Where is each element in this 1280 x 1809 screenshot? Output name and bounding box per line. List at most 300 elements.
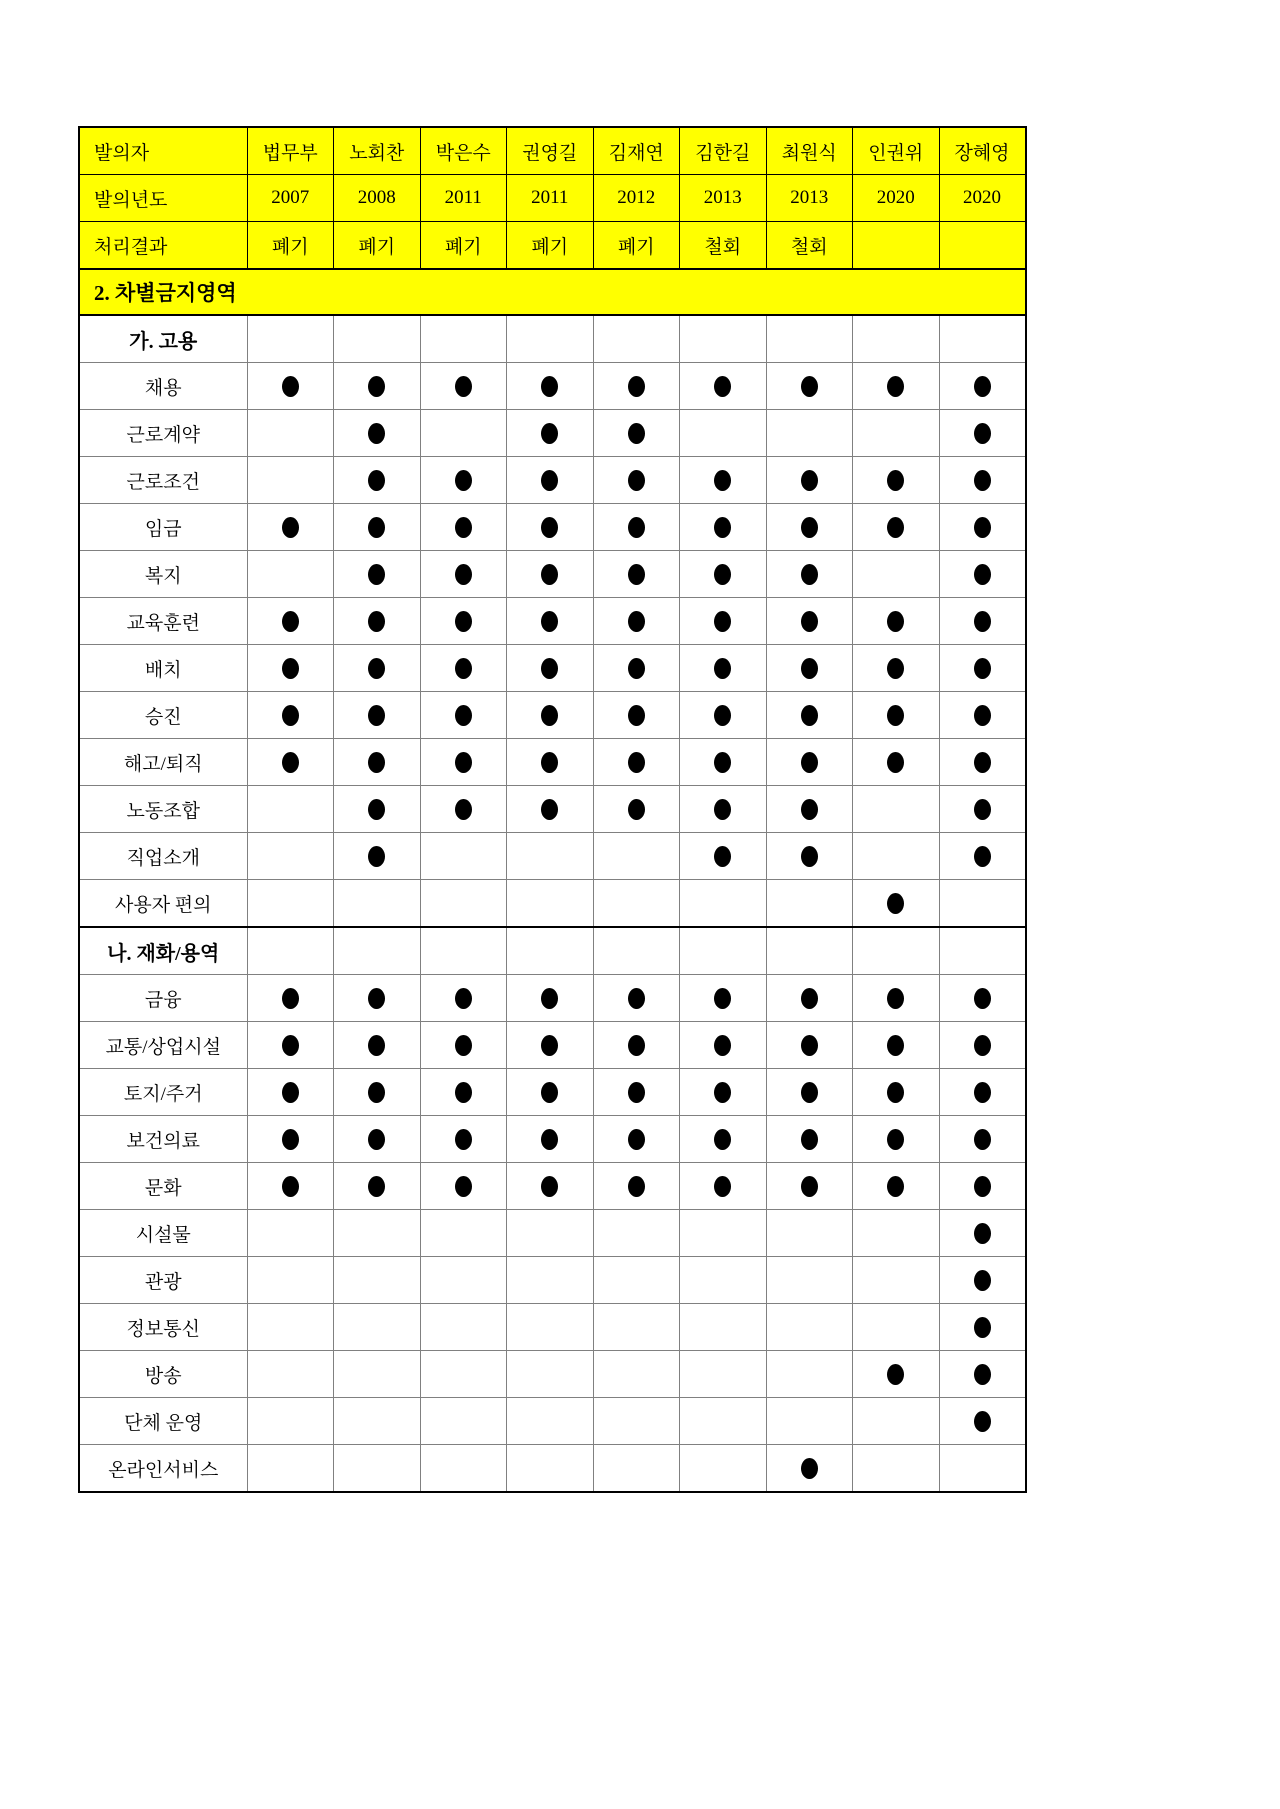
mark-filled-cell [680,504,767,551]
filled-dot-icon [887,705,904,726]
column-result-value [853,222,940,270]
column-result-value: 철회 [766,222,853,270]
mark-filled-cell [247,645,334,692]
row-label: 시설물 [79,1210,247,1257]
header-row-proposer [79,127,1026,175]
filled-dot-icon [887,1082,904,1103]
filled-dot-icon [282,1082,299,1103]
mark-filled-cell [507,739,594,786]
matrix-row [79,692,1026,739]
filled-dot-icon [714,846,731,867]
mark-filled-cell [680,363,767,410]
filled-dot-icon [974,1270,991,1291]
mark-empty-cell [507,1304,594,1351]
column-year-value: 2013 [680,175,767,222]
mark-filled-cell [939,551,1026,598]
filled-dot-icon [714,705,731,726]
filled-dot-icon [801,611,818,632]
row-label: 방송 [79,1351,247,1398]
mark-filled-cell [593,645,680,692]
mark-filled-cell [507,645,594,692]
row-label: 관광 [79,1257,247,1304]
filled-dot-icon [455,564,472,585]
mark-filled-cell [766,975,853,1022]
mark-filled-cell [853,1022,940,1069]
mark-empty-cell [939,1445,1026,1493]
filled-dot-icon [368,1176,385,1197]
mark-empty-cell [507,1351,594,1398]
mark-filled-cell [334,457,421,504]
filled-dot-icon [801,1082,818,1103]
mark-filled-cell [939,1022,1026,1069]
mark-filled-cell [853,645,940,692]
matrix-row [79,457,1026,504]
filled-dot-icon [282,658,299,679]
filled-dot-icon [801,1176,818,1197]
filled-dot-icon [887,376,904,397]
filled-dot-icon [368,658,385,679]
filled-dot-icon [887,1129,904,1150]
mark-empty-cell [680,410,767,457]
mark-empty-cell [420,1351,507,1398]
column-year-value: 2011 [420,175,507,222]
filled-dot-icon [541,1129,558,1150]
mark-filled-cell [939,739,1026,786]
filled-dot-icon [801,517,818,538]
mark-empty-cell [247,1398,334,1445]
mark-filled-cell [593,410,680,457]
filled-dot-icon [541,988,558,1009]
mark-filled-cell [420,504,507,551]
row-label: 배치 [79,645,247,692]
filled-dot-icon [887,1364,904,1385]
mark-empty-cell [593,1210,680,1257]
matrix-row [79,1257,1026,1304]
matrix-row [79,645,1026,692]
mark-empty-cell [420,1257,507,1304]
filled-dot-icon [455,988,472,1009]
mark-filled-cell [766,504,853,551]
mark-empty-cell [420,1304,507,1351]
filled-dot-icon [541,517,558,538]
row-label: 금융 [79,975,247,1022]
filled-dot-icon [368,988,385,1009]
filled-dot-icon [541,1176,558,1197]
row-label: 근로조건 [79,457,247,504]
filled-dot-icon [714,988,731,1009]
filled-dot-icon [974,611,991,632]
group-empty-cell [853,315,940,363]
filled-dot-icon [541,423,558,444]
filled-dot-icon [282,517,299,538]
filled-dot-icon [368,799,385,820]
mark-filled-cell [507,598,594,645]
mark-filled-cell [939,1116,1026,1163]
mark-empty-cell [507,1257,594,1304]
row-label: 노동조합 [79,786,247,833]
mark-filled-cell [680,457,767,504]
mark-filled-cell [420,598,507,645]
group-header-row [79,927,1026,975]
mark-empty-cell [680,880,767,928]
matrix-row [79,833,1026,880]
mark-empty-cell [420,1445,507,1493]
column-header-proposer: 노회찬 [334,127,421,175]
matrix-row [79,410,1026,457]
filled-dot-icon [974,564,991,585]
mark-empty-cell [766,410,853,457]
mark-filled-cell [247,739,334,786]
filled-dot-icon [628,1176,645,1197]
mark-empty-cell [939,880,1026,928]
mark-empty-cell [853,1304,940,1351]
filled-dot-icon [368,517,385,538]
filled-dot-icon [541,564,558,585]
filled-dot-icon [801,752,818,773]
header-row-year [79,175,1026,222]
mark-empty-cell [247,1445,334,1493]
mark-filled-cell [766,645,853,692]
mark-empty-cell [334,1304,421,1351]
filled-dot-icon [628,799,645,820]
mark-empty-cell [247,1351,334,1398]
mark-filled-cell [247,1022,334,1069]
filled-dot-icon [974,1176,991,1197]
mark-filled-cell [680,645,767,692]
filled-dot-icon [887,1176,904,1197]
filled-dot-icon [455,752,472,773]
filled-dot-icon [628,988,645,1009]
mark-empty-cell [853,1257,940,1304]
row-label: 임금 [79,504,247,551]
mark-filled-cell [247,1116,334,1163]
mark-filled-cell [853,880,940,928]
mark-empty-cell [247,1210,334,1257]
group-empty-cell [593,315,680,363]
column-header-proposer: 권영길 [507,127,594,175]
filled-dot-icon [974,705,991,726]
mark-empty-cell [247,410,334,457]
mark-empty-cell [507,1210,594,1257]
filled-dot-icon [282,705,299,726]
mark-filled-cell [420,457,507,504]
mark-empty-cell [420,833,507,880]
filled-dot-icon [714,658,731,679]
mark-empty-cell [680,1257,767,1304]
mark-filled-cell [334,1163,421,1210]
group-empty-cell [247,927,334,975]
row-header-result: 처리결과 [79,222,247,270]
filled-dot-icon [628,517,645,538]
mark-empty-cell [680,1445,767,1493]
mark-filled-cell [334,975,421,1022]
mark-filled-cell [334,1116,421,1163]
filled-dot-icon [887,893,904,914]
filled-dot-icon [887,517,904,538]
filled-dot-icon [628,611,645,632]
mark-empty-cell [334,880,421,928]
filled-dot-icon [801,1129,818,1150]
filled-dot-icon [887,752,904,773]
mark-empty-cell [507,1398,594,1445]
mark-filled-cell [853,457,940,504]
filled-dot-icon [368,423,385,444]
header-row-result [79,222,1026,270]
filled-dot-icon [801,1458,818,1479]
filled-dot-icon [628,564,645,585]
mark-empty-cell [853,1210,940,1257]
mark-filled-cell [853,1116,940,1163]
row-label: 직업소개 [79,833,247,880]
mark-filled-cell [680,975,767,1022]
filled-dot-icon [455,799,472,820]
row-label: 정보통신 [79,1304,247,1351]
mark-filled-cell [939,645,1026,692]
mark-filled-cell [939,598,1026,645]
mark-filled-cell [939,1163,1026,1210]
mark-filled-cell [680,786,767,833]
group-empty-cell [507,927,594,975]
mark-filled-cell [593,598,680,645]
filled-dot-icon [887,988,904,1009]
mark-empty-cell [507,1445,594,1493]
mark-empty-cell [247,1257,334,1304]
mark-filled-cell [766,1069,853,1116]
filled-dot-icon [628,470,645,491]
mark-filled-cell [507,363,594,410]
mark-filled-cell [507,504,594,551]
mark-filled-cell [766,692,853,739]
mark-empty-cell [766,1398,853,1445]
mark-filled-cell [939,1351,1026,1398]
filled-dot-icon [974,517,991,538]
filled-dot-icon [455,1129,472,1150]
mark-empty-cell [420,1210,507,1257]
filled-dot-icon [455,658,472,679]
filled-dot-icon [368,611,385,632]
filled-dot-icon [368,752,385,773]
mark-filled-cell [334,692,421,739]
mark-filled-cell [593,1116,680,1163]
filled-dot-icon [455,376,472,397]
filled-dot-icon [801,470,818,491]
matrix-row [79,1069,1026,1116]
mark-filled-cell [853,1163,940,1210]
mark-filled-cell [680,598,767,645]
mark-filled-cell [939,786,1026,833]
mark-filled-cell [766,457,853,504]
filled-dot-icon [714,799,731,820]
mark-filled-cell [593,363,680,410]
row-label: 토지/주거 [79,1069,247,1116]
mark-empty-cell [680,1304,767,1351]
mark-filled-cell [766,598,853,645]
mark-filled-cell [507,786,594,833]
mark-empty-cell [247,880,334,928]
mark-empty-cell [853,410,940,457]
mark-filled-cell [507,1022,594,1069]
filled-dot-icon [368,470,385,491]
mark-empty-cell [680,1210,767,1257]
mark-filled-cell [939,975,1026,1022]
filled-dot-icon [628,752,645,773]
mark-filled-cell [766,1163,853,1210]
mark-filled-cell [334,551,421,598]
filled-dot-icon [801,799,818,820]
filled-dot-icon [714,376,731,397]
mark-filled-cell [334,410,421,457]
mark-filled-cell [939,1210,1026,1257]
matrix-row [79,975,1026,1022]
mark-filled-cell [853,1351,940,1398]
row-label: 채용 [79,363,247,410]
mark-filled-cell [334,739,421,786]
column-result-value: 폐기 [247,222,334,270]
mark-empty-cell [853,551,940,598]
row-label: 단체 운영 [79,1398,247,1445]
mark-empty-cell [853,833,940,880]
mark-filled-cell [593,1022,680,1069]
filled-dot-icon [282,1176,299,1197]
filled-dot-icon [455,1176,472,1197]
mark-filled-cell [420,786,507,833]
section-title: 2. 차별금지영역 [79,269,1026,315]
group-title: 가. 고용 [79,315,247,363]
column-header-proposer: 법무부 [247,127,334,175]
column-year-value: 2007 [247,175,334,222]
mark-filled-cell [507,457,594,504]
filled-dot-icon [455,1082,472,1103]
column-year-value: 2020 [853,175,940,222]
filled-dot-icon [368,1082,385,1103]
filled-dot-icon [455,611,472,632]
filled-dot-icon [974,1364,991,1385]
group-empty-cell [766,927,853,975]
mark-filled-cell [334,1069,421,1116]
mark-filled-cell [334,786,421,833]
mark-empty-cell [593,1257,680,1304]
mark-filled-cell [939,692,1026,739]
group-empty-cell [680,927,767,975]
mark-filled-cell [853,598,940,645]
filled-dot-icon [801,705,818,726]
filled-dot-icon [541,376,558,397]
mark-filled-cell [593,1069,680,1116]
mark-filled-cell [247,504,334,551]
filled-dot-icon [801,988,818,1009]
mark-filled-cell [853,1069,940,1116]
mark-filled-cell [420,551,507,598]
mark-filled-cell [420,1163,507,1210]
filled-dot-icon [714,564,731,585]
mark-filled-cell [593,457,680,504]
mark-empty-cell [853,786,940,833]
matrix-row [79,1210,1026,1257]
mark-filled-cell [680,551,767,598]
mark-filled-cell [420,739,507,786]
filled-dot-icon [974,846,991,867]
mark-empty-cell [593,1304,680,1351]
mark-filled-cell [766,1445,853,1493]
filled-dot-icon [455,470,472,491]
mark-filled-cell [939,457,1026,504]
filled-dot-icon [368,846,385,867]
mark-filled-cell [420,1022,507,1069]
mark-filled-cell [247,598,334,645]
matrix-row [79,598,1026,645]
group-empty-cell [507,315,594,363]
mark-filled-cell [593,975,680,1022]
mark-filled-cell [680,692,767,739]
mark-filled-cell [593,551,680,598]
mark-filled-cell [939,1257,1026,1304]
filled-dot-icon [628,1129,645,1150]
filled-dot-icon [541,1035,558,1056]
mark-empty-cell [593,1445,680,1493]
filled-dot-icon [714,470,731,491]
group-empty-cell [939,315,1026,363]
mark-filled-cell [766,786,853,833]
group-empty-cell [334,927,421,975]
row-header-year: 발의년도 [79,175,247,222]
filled-dot-icon [628,705,645,726]
mark-filled-cell [853,504,940,551]
filled-dot-icon [974,752,991,773]
filled-dot-icon [801,658,818,679]
column-header-proposer: 최원식 [766,127,853,175]
mark-filled-cell [680,1022,767,1069]
mark-filled-cell [680,1163,767,1210]
filled-dot-icon [455,1035,472,1056]
matrix-row [79,739,1026,786]
mark-filled-cell [593,739,680,786]
mark-filled-cell [766,1116,853,1163]
mark-filled-cell [507,692,594,739]
filled-dot-icon [887,1035,904,1056]
filled-dot-icon [282,376,299,397]
mark-filled-cell [766,551,853,598]
row-label: 해고/퇴직 [79,739,247,786]
column-year-value: 2020 [939,175,1026,222]
row-label: 복지 [79,551,247,598]
filled-dot-icon [714,1129,731,1150]
matrix-row [79,1398,1026,1445]
mark-empty-cell [766,1351,853,1398]
filled-dot-icon [974,799,991,820]
mark-filled-cell [939,504,1026,551]
filled-dot-icon [974,423,991,444]
column-result-value: 폐기 [334,222,421,270]
mark-empty-cell [420,880,507,928]
mark-empty-cell [334,1257,421,1304]
filled-dot-icon [455,517,472,538]
filled-dot-icon [801,564,818,585]
mark-empty-cell [593,1351,680,1398]
group-empty-cell [334,315,421,363]
mark-empty-cell [247,786,334,833]
mark-filled-cell [247,1069,334,1116]
filled-dot-icon [974,658,991,679]
column-header-proposer: 김재연 [593,127,680,175]
column-result-value [939,222,1026,270]
filled-dot-icon [541,470,558,491]
mark-empty-cell [853,1398,940,1445]
column-header-proposer: 김한길 [680,127,767,175]
mark-filled-cell [766,833,853,880]
row-label: 교육훈련 [79,598,247,645]
matrix-row [79,1022,1026,1069]
mark-filled-cell [939,363,1026,410]
